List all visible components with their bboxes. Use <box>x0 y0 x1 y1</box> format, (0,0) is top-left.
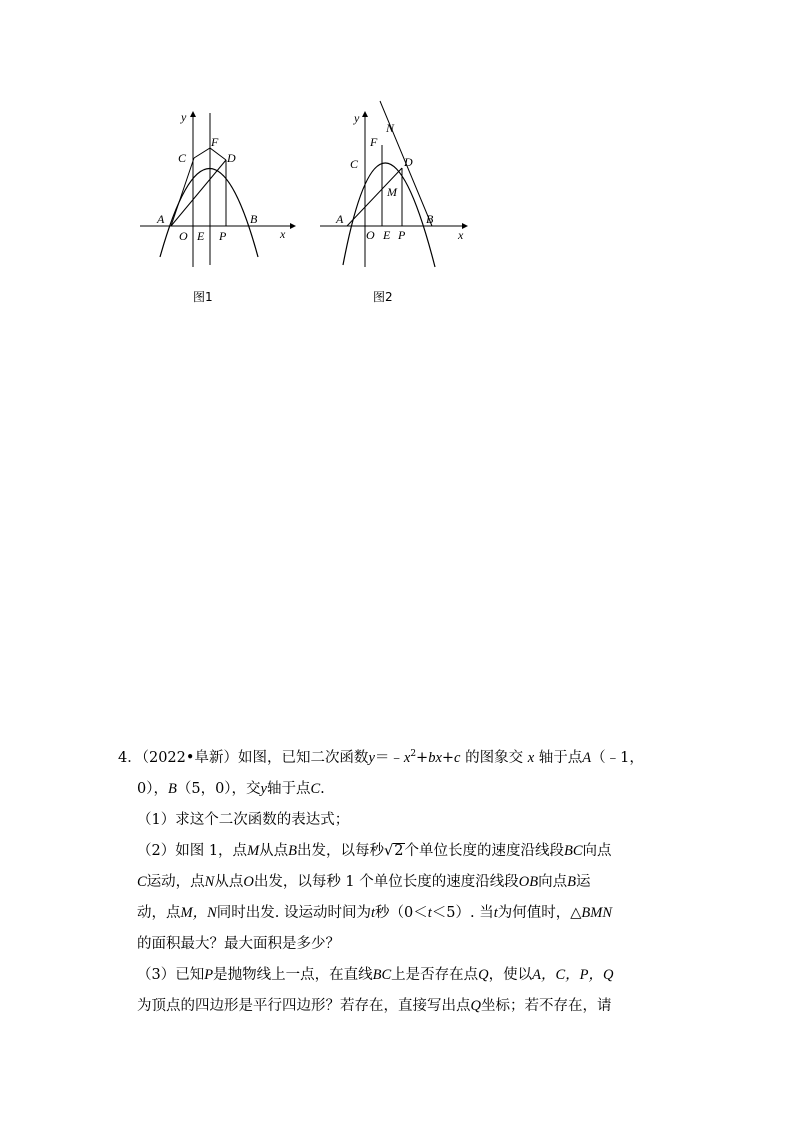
point-b: B <box>567 874 576 890</box>
text: 动，点 <box>137 905 181 921</box>
label-p: P <box>398 228 406 242</box>
question-3-line-1 <box>118 960 698 991</box>
text: 出发，以每秒 1 个单位长度的速度沿线段 <box>253 874 519 890</box>
var-y: y <box>260 781 267 797</box>
figure-1-caption: 图1 <box>193 290 213 304</box>
var-t: t <box>370 905 375 921</box>
question-2-line-4: 的面积最大？最大面积是多少？ <box>137 936 340 952</box>
text: 运动，点 <box>146 874 205 890</box>
text: 同时出发. 设运动时间为 <box>216 905 371 921</box>
point-p: P <box>204 967 214 983</box>
line-ad <box>171 160 226 226</box>
text: 坐标；若不存在，请 <box>480 998 612 1014</box>
point-m: M <box>247 843 260 859</box>
text: 轴于点 <box>538 750 583 766</box>
question-3-line-2 <box>118 991 698 1022</box>
text: 个单位长度的速度沿线段 <box>404 843 564 859</box>
text: （5，0），交 <box>176 781 261 797</box>
label-p: P <box>219 229 227 243</box>
point-c: C <box>310 781 321 797</box>
label-d: D <box>227 151 236 165</box>
label-y: y <box>181 110 187 124</box>
y-axis-arrow <box>190 111 196 117</box>
label-b: B <box>250 212 258 226</box>
text: 出发，以每秒 <box>297 843 385 859</box>
label-f: F <box>211 135 219 149</box>
figure-2-diagram <box>312 95 482 275</box>
label-o: O <box>366 228 375 242</box>
label-x: x <box>458 228 464 242</box>
problem-4 <box>118 743 698 1022</box>
x-axis-arrow <box>290 223 296 229</box>
var-y: y <box>368 750 375 766</box>
question-2-line-1 <box>118 836 698 867</box>
text: 从点 <box>259 843 289 859</box>
figure-2-caption: 图2 <box>373 290 393 304</box>
label-f: F <box>370 135 378 149</box>
text: ＜5）. 当 <box>431 905 494 921</box>
point-q: Q <box>478 967 489 983</box>
label-o: O <box>179 229 188 243</box>
text: （2022•阜新）如图，已知二次函数 <box>141 750 369 766</box>
point-n: N <box>204 874 215 890</box>
text: + <box>441 750 455 766</box>
text: 为顶点的四边形是平行四边形？若存在，直接写出点 <box>137 998 471 1014</box>
text: 为何值时，△ <box>497 905 582 921</box>
figure-1 <box>130 105 300 275</box>
question-1: （1）求这个二次函数的表达式； <box>137 812 350 828</box>
text: 上是否存在点 <box>391 967 479 983</box>
text: 轴于点 <box>266 781 311 797</box>
segment-ob: OB <box>518 874 539 890</box>
point-q: Q <box>470 998 481 1014</box>
label-c: C <box>178 151 187 165</box>
triangle-bmn: BMN <box>581 905 613 921</box>
problem-line-2 <box>118 774 698 805</box>
text: 从点 <box>214 874 244 890</box>
text: ＝﹣ <box>374 750 404 766</box>
point-a: A <box>582 750 592 766</box>
text: . <box>320 781 325 797</box>
point-c: C <box>137 874 147 890</box>
figure-2 <box>312 95 482 275</box>
text: ，使以 <box>488 967 533 983</box>
point-b: B <box>288 843 298 859</box>
point-b: B <box>167 781 177 797</box>
var-t: t <box>493 905 498 921</box>
label-e: E <box>197 229 205 243</box>
text: 是抛物线上一点，在直线 <box>213 967 373 983</box>
text: 秒（0＜ <box>375 905 428 921</box>
label-y: y <box>354 111 360 125</box>
text: + <box>416 750 429 766</box>
var-bx: bx <box>428 750 442 766</box>
text: （2）如图 1，点 <box>137 843 248 859</box>
text: （﹣1， <box>591 750 644 766</box>
line-ac <box>171 158 194 226</box>
label-m: M <box>387 185 397 199</box>
figure-1-diagram <box>130 105 300 275</box>
label-n: N <box>386 121 395 135</box>
label-e: E <box>383 228 391 242</box>
text: 运 <box>575 874 591 890</box>
label-d: D <box>404 155 413 169</box>
var-t: t <box>427 905 432 921</box>
label-x: x <box>280 227 286 241</box>
points-mn: M，N <box>180 905 217 921</box>
var-x: x <box>403 750 411 766</box>
text: 0）， <box>137 781 168 797</box>
points-acpq: A，C，P，Q <box>532 967 614 983</box>
label-a: A <box>336 212 344 226</box>
text: 向点 <box>582 843 612 859</box>
text: 向点 <box>538 874 568 890</box>
question-2-line-2 <box>118 867 698 898</box>
y-axis-arrow <box>362 111 368 117</box>
text: 的图象交 <box>460 750 524 766</box>
label-c: C <box>350 157 359 171</box>
exponent: 2 <box>410 749 417 759</box>
line-bc: BC <box>372 967 392 983</box>
sqrt-symbol: √ <box>384 843 394 859</box>
var-x: x <box>527 750 535 766</box>
problem-line-1 <box>118 743 698 774</box>
var-c: c <box>454 750 461 766</box>
label-a: A <box>157 212 165 226</box>
segment-bc: BC <box>564 843 583 859</box>
question-2-line-3 <box>118 898 698 929</box>
point-o: O <box>243 874 254 890</box>
text: （3）已知 <box>137 967 205 983</box>
label-b: B <box>426 212 434 226</box>
problem-number: 4． <box>118 750 142 766</box>
parabola <box>160 169 258 258</box>
sqrt-value: 2 <box>394 843 404 859</box>
